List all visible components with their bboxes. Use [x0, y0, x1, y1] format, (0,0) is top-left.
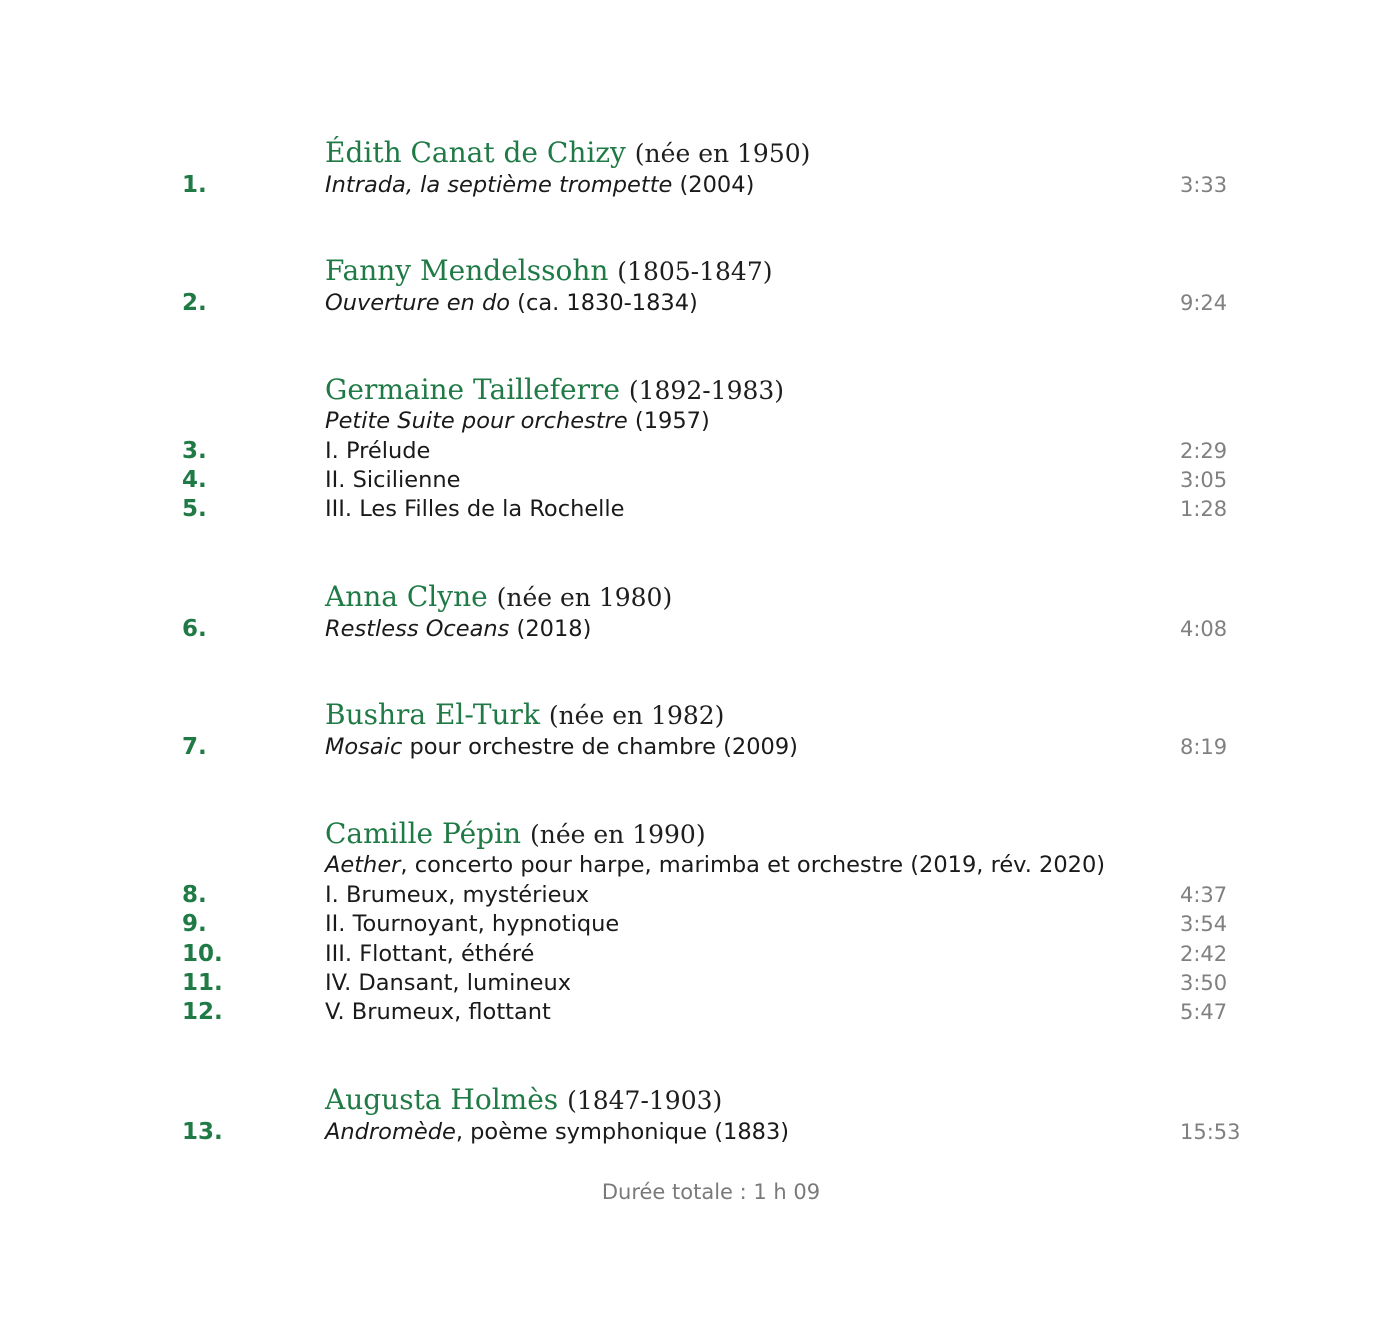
composer-name: Germaine Tailleferre	[325, 373, 620, 406]
work-title	[325, 850, 1105, 880]
track-row	[0, 939, 1378, 969]
work-row	[0, 850, 1378, 880]
composer-heading	[325, 817, 706, 852]
work-title-rest: pour orchestre de chambre (2009)	[402, 734, 798, 760]
track-title: V. Brumeux, flottant	[325, 999, 551, 1025]
track-row	[0, 494, 1378, 524]
work-title-italic: Mosaic	[325, 734, 403, 760]
track-duration: 8:19	[1180, 735, 1228, 759]
track-duration: 3:54	[1180, 912, 1228, 936]
composer-name: Augusta Holmès	[325, 1083, 559, 1116]
composer-dates: (1892-1983)	[628, 376, 785, 405]
track-number: 11.	[182, 970, 223, 996]
track-number: 9.	[182, 911, 207, 937]
track-number: 1.	[182, 172, 207, 198]
track-title: II. Tournoyant, hypnotique	[325, 911, 620, 937]
work-title-rest: (2018)	[509, 616, 592, 642]
composer-heading	[325, 254, 773, 289]
composer-name: Anna Clyne	[325, 580, 488, 613]
track-row	[0, 436, 1378, 466]
track-row	[0, 614, 1378, 644]
track-row	[0, 1117, 1378, 1147]
work-title-rest: (2004)	[672, 172, 755, 198]
work-title-rest: , poème symphonique (1883)	[455, 1119, 790, 1145]
track-title: III. Flottant, éthéré	[325, 941, 535, 967]
track-title: I. Brumeux, mystérieux	[325, 882, 590, 908]
track-number: 13.	[182, 1119, 223, 1145]
track-duration: 3:33	[1180, 173, 1228, 197]
composer-dates: (née en 1980)	[496, 583, 673, 612]
track-number: 10.	[182, 941, 223, 967]
track-duration: 3:05	[1180, 468, 1228, 492]
track-number: 5.	[182, 496, 207, 522]
work-title-rest: (ca. 1830-1834)	[510, 290, 698, 316]
composer-name: Camille Pépin	[325, 817, 522, 850]
track-row	[0, 732, 1378, 762]
composer-dates: (1805-1847)	[617, 257, 773, 286]
track-duration: 4:08	[1180, 617, 1228, 641]
track-row	[0, 170, 1378, 200]
composer-heading	[325, 136, 810, 171]
track-number: 7.	[182, 734, 207, 760]
composer-heading	[325, 580, 672, 615]
track-title: II. Sicilienne	[325, 467, 461, 493]
track-duration: 15:53	[1180, 1120, 1241, 1144]
work-title-italic: Andromède	[325, 1119, 456, 1145]
track-row	[0, 880, 1378, 910]
track-title	[325, 732, 798, 762]
track-duration: 2:29	[1180, 439, 1228, 463]
track-number: 3.	[182, 438, 207, 464]
work-title-rest: (1957)	[627, 408, 710, 434]
composer-name: Édith Canat de Chizy	[325, 136, 626, 169]
track-duration: 1:28	[1180, 497, 1228, 521]
track-row	[0, 909, 1378, 939]
track-title	[325, 614, 591, 644]
track-title: III. Les Filles de la Rochelle	[325, 496, 625, 522]
track-duration: 2:42	[1180, 942, 1228, 966]
composer-dates: (1847-1903)	[567, 1086, 723, 1115]
composer-name: Fanny Mendelssohn	[325, 254, 609, 287]
composer-name: Bushra El-Turk	[325, 698, 540, 731]
work-title-italic: Intrada, la septième trompette	[325, 172, 673, 198]
composer-heading	[325, 698, 724, 733]
track-title	[325, 1117, 789, 1147]
track-row	[0, 997, 1378, 1027]
composer-heading	[325, 1083, 722, 1118]
track-number: 4.	[182, 467, 207, 493]
composer-dates: (née en 1950)	[634, 139, 811, 168]
track-row	[0, 465, 1378, 495]
work-title	[325, 406, 710, 436]
track-row	[0, 968, 1378, 998]
total-duration: Durée totale : 1 h 09	[601, 1180, 821, 1204]
work-title-italic: Petite Suite pour orchestre	[325, 408, 628, 434]
track-title	[325, 170, 754, 200]
track-duration: 9:24	[1180, 291, 1228, 315]
track-duration: 4:37	[1180, 883, 1228, 907]
work-title-italic: Aether	[325, 852, 401, 878]
track-row	[0, 288, 1378, 318]
track-number: 12.	[182, 999, 223, 1025]
track-duration: 5:47	[1180, 1000, 1228, 1024]
composer-dates: (née en 1982)	[548, 701, 725, 730]
track-number: 2.	[182, 290, 207, 316]
track-number: 8.	[182, 882, 207, 908]
composer-heading	[325, 373, 784, 408]
track-duration: 3:50	[1180, 971, 1228, 995]
track-title: I. Prélude	[325, 438, 431, 464]
composer-dates: (née en 1990)	[529, 820, 706, 849]
work-title-italic: Ouverture en do	[325, 290, 511, 316]
track-number: 6.	[182, 616, 207, 642]
work-title-rest: , concerto pour harpe, marimba et orchestre (2019, rév. 2020)	[400, 852, 1106, 878]
track-title	[325, 288, 698, 318]
work-row	[0, 406, 1378, 436]
track-title: IV. Dansant, lumineux	[325, 970, 572, 996]
work-title-italic: Restless Oceans	[325, 616, 510, 642]
